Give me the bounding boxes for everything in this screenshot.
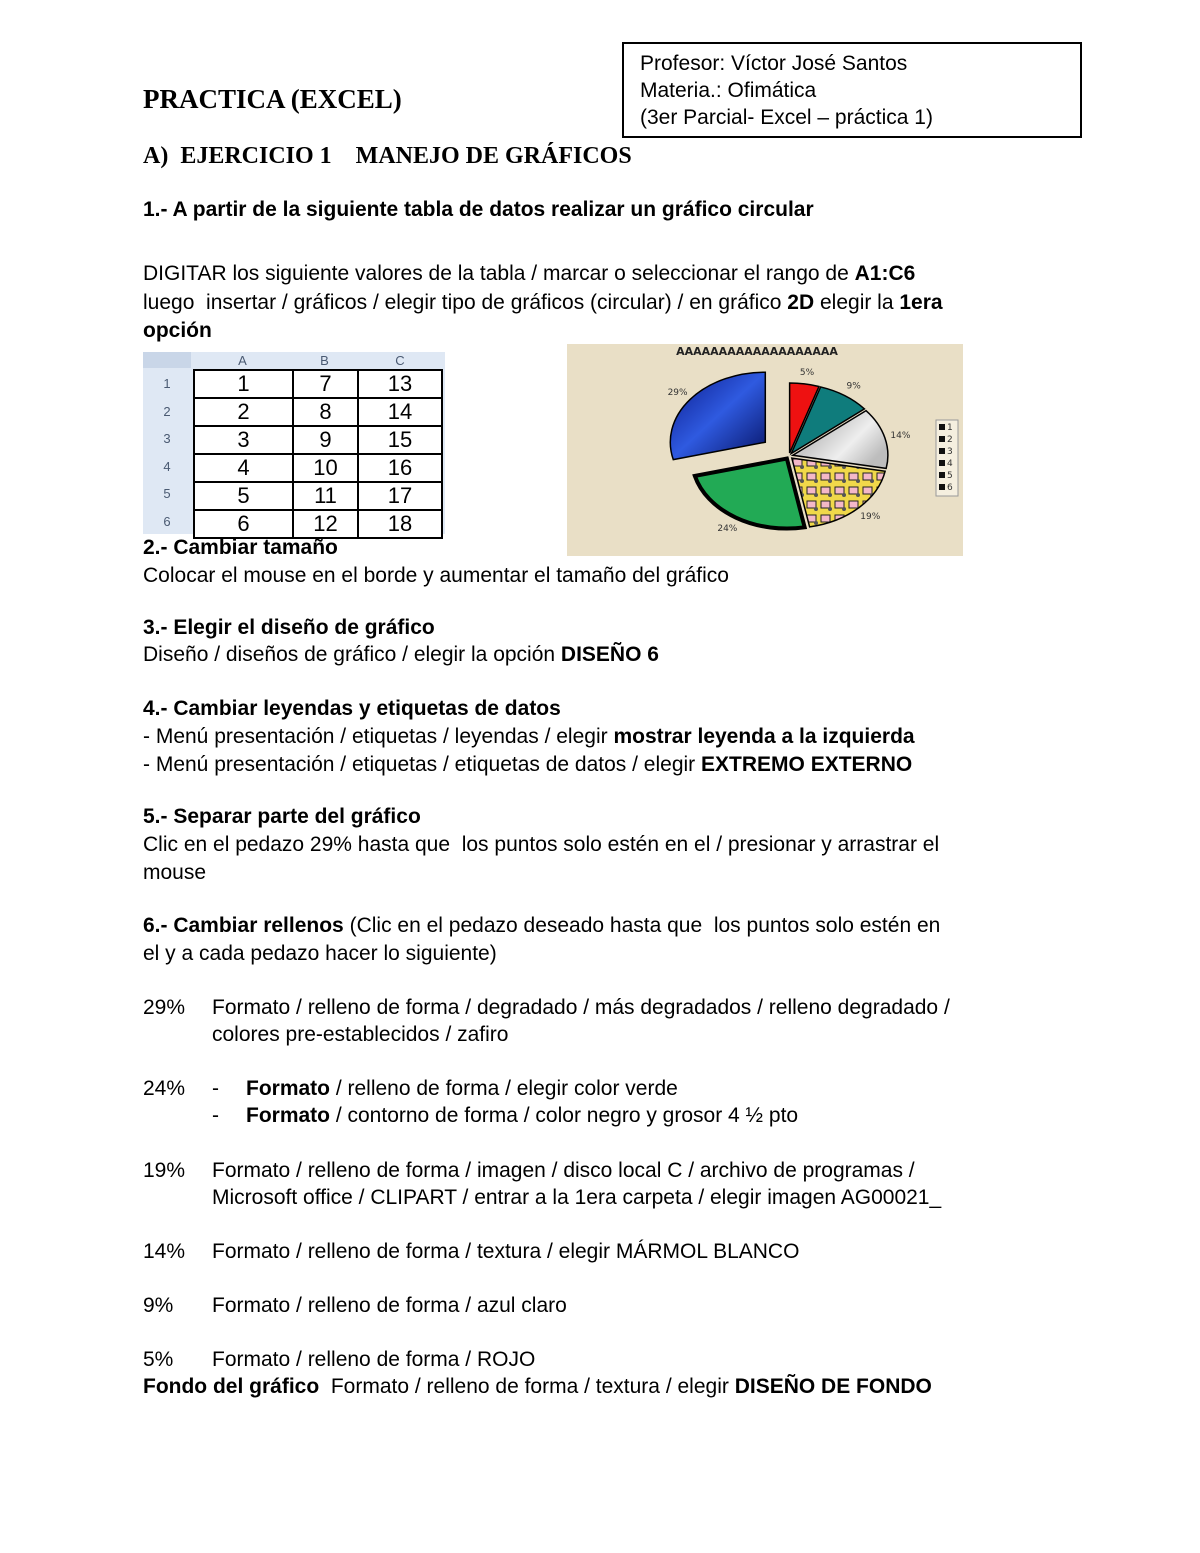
cell: 7 xyxy=(293,370,358,398)
cell: 13 xyxy=(358,370,442,398)
legend-swatch xyxy=(939,424,945,430)
spreadsheet-table xyxy=(143,352,445,534)
teacher-info-box xyxy=(622,42,1082,138)
step2-text: Colocar el mouse en el borde y aumentar el tamaño del gráfico xyxy=(143,564,729,587)
step4-heading: 4.- Cambiar leyendas y etiquetas de datos xyxy=(143,697,561,720)
legend-swatch xyxy=(939,484,945,490)
data-label: 19% xyxy=(860,512,881,523)
dash: - xyxy=(212,1104,219,1127)
row-number: 2 xyxy=(163,404,171,419)
cell: 8 xyxy=(293,398,358,426)
step4-line1: - Menú presentación / etiquetas / leyendas / elegir mostrar leyenda a la izquierda xyxy=(143,725,915,748)
cell: 6 xyxy=(194,510,293,538)
pct-24-line2: Formato / contorno de forma / color negro y grosor 4 ½ pto xyxy=(246,1104,799,1127)
cell: 5 xyxy=(194,482,293,510)
cell: 9 xyxy=(293,426,358,454)
row-number: 1 xyxy=(163,376,171,391)
step5-line2: mouse xyxy=(143,861,207,884)
cell: 1 xyxy=(194,370,293,398)
step1-heading: 1.- A partir de la siguiente tabla de datos realizar un gráfico circular xyxy=(143,198,814,221)
background-instruction: Fondo del gráfico Formato / relleno de forma / textura / elegir DISEÑO DE FONDO xyxy=(143,1375,932,1398)
pct-19: 19% xyxy=(143,1159,186,1182)
column-header: C xyxy=(395,353,405,368)
cell: 11 xyxy=(293,482,358,510)
column-header: B xyxy=(320,353,329,368)
step6-line2: el y a cada pedazo hacer lo siguiente) xyxy=(143,942,497,965)
teacher-name: Profesor: Víctor José Santos xyxy=(640,52,908,75)
partial-info: (3er Parcial- Excel – práctica 1) xyxy=(640,106,933,129)
table-row xyxy=(194,370,442,398)
pct-14: 14% xyxy=(143,1240,186,1263)
pie-chart xyxy=(567,344,963,556)
cell: 10 xyxy=(293,454,358,482)
select-all-corner xyxy=(143,352,191,368)
step3-heading: 3.- Elegir el diseño de gráfico xyxy=(143,616,435,639)
table-row xyxy=(194,398,442,426)
data-label: 14% xyxy=(890,430,911,441)
legend-swatch xyxy=(939,448,945,454)
cell: 16 xyxy=(358,454,442,482)
dash: - xyxy=(212,1077,219,1100)
step2-heading: 2.- Cambiar tamaño xyxy=(143,536,338,559)
section-heading: A) EJERCICIO 1 MANEJO DE GRÁFICOS xyxy=(143,143,632,169)
table-row xyxy=(194,482,442,510)
pct-14-line: Formato / relleno de forma / textura / elegir MÁRMOL BLANCO xyxy=(212,1240,800,1263)
pct-29-line1: Formato / relleno de forma / degradado / más degradados / relleno degradado / xyxy=(212,996,950,1019)
step5-heading: 5.- Separar parte del gráfico xyxy=(143,805,421,828)
cell: 12 xyxy=(293,510,358,538)
legend-label: 6 xyxy=(947,483,953,493)
legend-label: 4 xyxy=(947,459,953,469)
pct-29: 29% xyxy=(143,996,186,1019)
row-number: 6 xyxy=(163,514,171,529)
data-label: 24% xyxy=(717,523,738,534)
data-label: 9% xyxy=(846,381,861,392)
cell: 17 xyxy=(358,482,442,510)
pct-5-line: Formato / relleno de forma / ROJO xyxy=(212,1348,536,1371)
subject: Materia.: Ofimática xyxy=(640,79,817,102)
cell: 4 xyxy=(194,454,293,482)
cell: 18 xyxy=(358,510,442,538)
data-grid xyxy=(193,369,443,539)
pie-slice xyxy=(695,459,805,529)
pct-29-line2: colores pre-establecidos / zafiro xyxy=(212,1023,509,1046)
pct-5: 5% xyxy=(143,1348,174,1371)
legend-label: 5 xyxy=(947,471,953,481)
legend-label: 3 xyxy=(947,447,953,457)
pct-9-line: Formato / relleno de forma / azul claro xyxy=(212,1294,567,1317)
pct-19-line2: Microsoft office / CLIPART / entrar a la 1era carpeta / elegir imagen AG00021_ xyxy=(212,1186,942,1209)
legend-label: 2 xyxy=(947,435,953,445)
cell: 2 xyxy=(194,398,293,426)
legend-swatch xyxy=(939,472,945,478)
pct-24: 24% xyxy=(143,1077,186,1100)
step1-line2: luego insertar / gráficos / elegir tipo de gráficos (circular) / en gráfico 2D elegir la 1era xyxy=(143,291,943,314)
table-row xyxy=(194,426,442,454)
column-header: A xyxy=(238,353,247,368)
cell: 3 xyxy=(194,426,293,454)
row-number: 5 xyxy=(163,486,171,501)
chart-title: AAAAAAAAAAAAAAAAAAA xyxy=(676,345,838,358)
pie-chart-svg xyxy=(567,344,963,556)
step3-text: Diseño / diseños de gráfico / elegir la opción DISEÑO 6 xyxy=(143,643,659,666)
step1-line1: DIGITAR los siguiente valores de la tabla / marcar o seleccionar el rango de A1:C6 xyxy=(143,262,916,285)
pie-slice xyxy=(667,372,765,459)
step5-line1: Clic en el pedazo 29% hasta que los puntos solo estén en el / presionar y arrastrar el xyxy=(143,833,940,856)
cell: 14 xyxy=(358,398,442,426)
pct-9: 9% xyxy=(143,1294,174,1317)
step1-line3: opción xyxy=(143,319,212,342)
page-title: PRACTICA (EXCEL) xyxy=(143,84,402,114)
row-number: 4 xyxy=(163,459,171,474)
step6-heading: 6.- Cambiar rellenos (Clic en el pedazo deseado hasta que los puntos solo estén en xyxy=(143,914,941,937)
cell: 15 xyxy=(358,426,442,454)
row-number: 3 xyxy=(163,431,171,446)
pct-24-line1: Formato / relleno de forma / elegir color verde xyxy=(246,1077,678,1100)
legend-swatch xyxy=(939,460,945,466)
pct-19-line1: Formato / relleno de forma / imagen / disco local C / archivo de programas / xyxy=(212,1159,915,1182)
step4-line2: - Menú presentación / etiquetas / etiquetas de datos / elegir EXTREMO EXTERNO xyxy=(143,753,913,776)
data-label: 5% xyxy=(799,368,815,379)
legend-swatch xyxy=(939,436,945,442)
table-row xyxy=(194,454,442,482)
data-label: 29% xyxy=(667,387,688,398)
legend-label: 1 xyxy=(947,423,953,433)
